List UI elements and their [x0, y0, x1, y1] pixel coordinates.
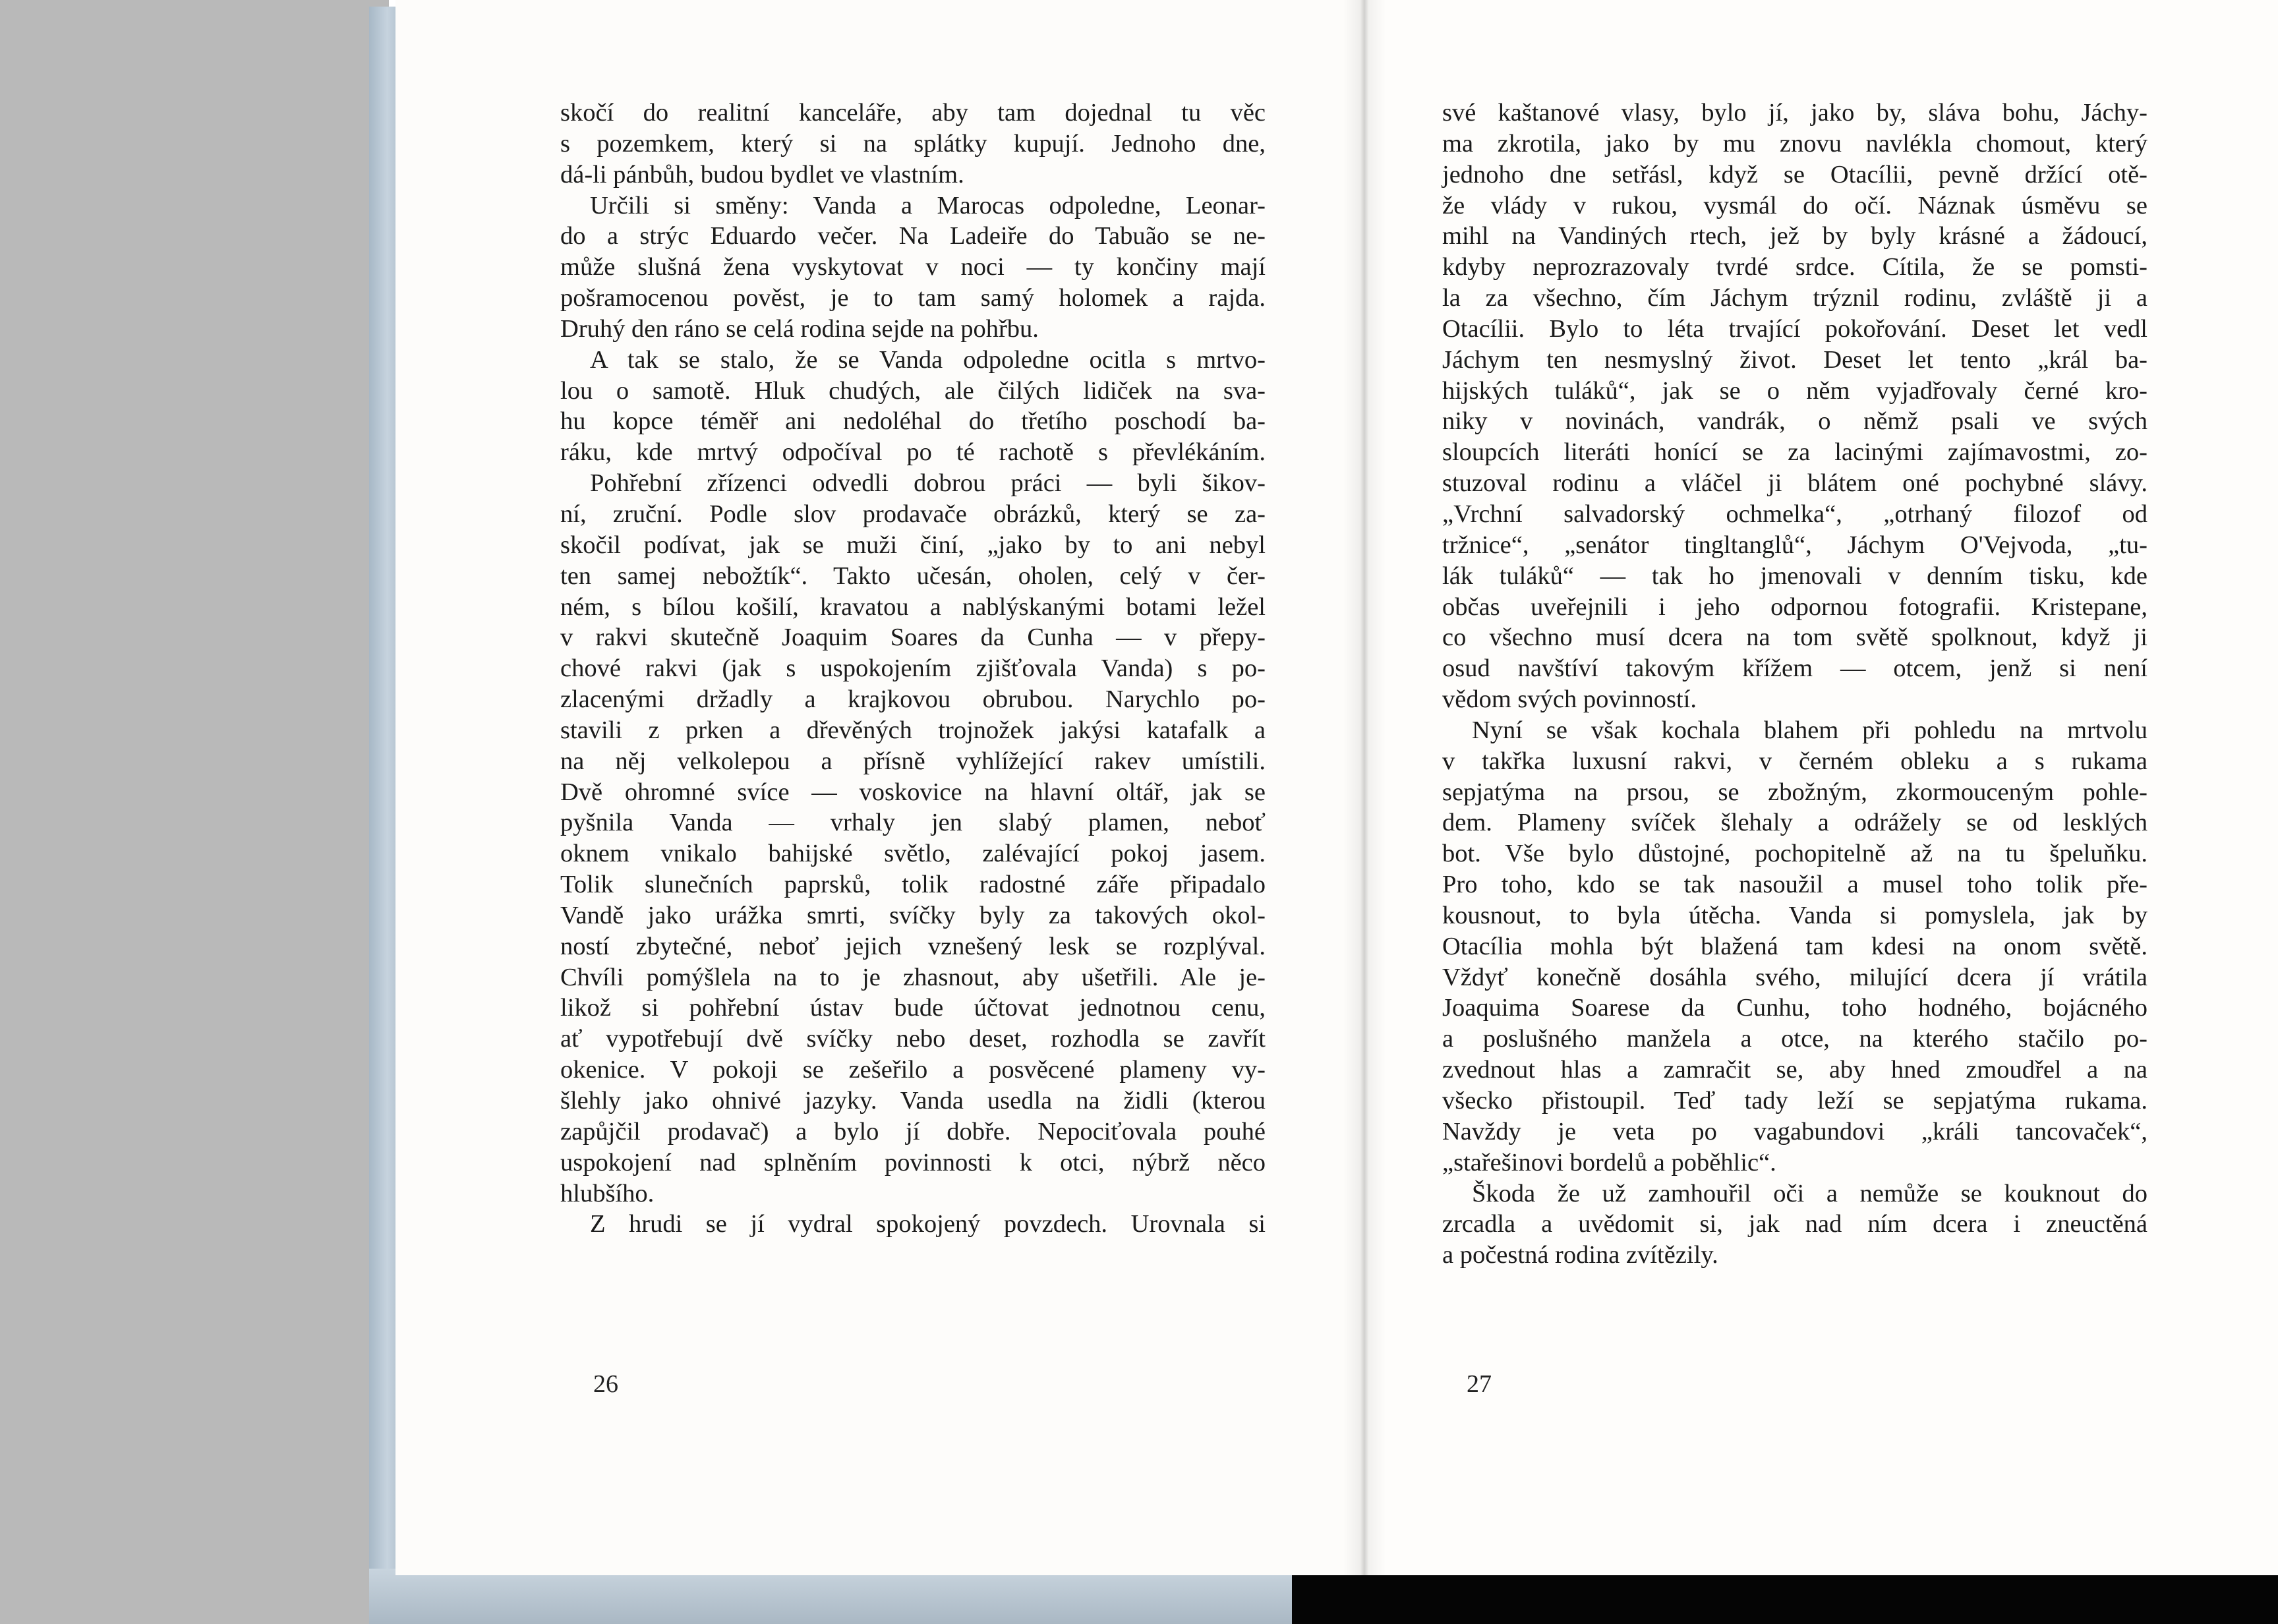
text-line: zapůjčil prodavač) a bylo jí dobře. Nepociťovala pouhé — [560, 1117, 1266, 1146]
left-page-text — [560, 98, 1266, 1240]
text-line: občas uveřejnili i jeho odpornou fotografii. Kristepane, — [1442, 593, 2147, 621]
text-line: s pozemkem, který si na splátky kupují. Jednoho dne, — [560, 129, 1266, 158]
text-line: pošramocenou pověst, je to tam samý holomek a rajda. — [560, 284, 1266, 312]
text-line: stavili z prken a dřevěných trojnožek jakýsi katafalk a — [560, 716, 1266, 744]
text-line: Otacílii. Bylo to léta trvající pokořování. Deset let vedl — [1442, 314, 2147, 343]
text-line: oknem vnikalo bahijské světlo, zalévající pokoj jasem. — [560, 840, 1266, 868]
text-line: okenice. V pokoji se zešeřilo a posvěcené plameny vy- — [560, 1056, 1266, 1084]
text-line: Druhý den ráno se celá rodina sejde na pohřbu. — [560, 314, 1039, 343]
text-line: sepjatýma na prsou, se zbožným, zkormouceným pohle- — [1442, 778, 2147, 806]
text-line: kdyby neprozrazovaly tvrdé srdce. Cítila, že se pomsti- — [1442, 253, 2147, 281]
text-line: uspokojení nad splněním povinnosti k otci, nýbrž něco — [560, 1148, 1266, 1176]
text-line: zrcadla a uvědomit si, jak nad ním dcera i zneuctěná — [1442, 1210, 2147, 1238]
text-line: do a strýc Eduardo večer. Na Ladeiře do Tabuão se ne- — [560, 222, 1266, 250]
text-line: dá-li pánbůh, budou bydlet ve vlastním. — [560, 160, 964, 188]
text-line: mihl na Vandiných rtech, jež by byly krásné a žádoucí, — [1442, 222, 2147, 250]
text-line: ní, zruční. Podle slov prodavače obrázků, který se za- — [560, 500, 1266, 528]
text-line: A tak se stalo, že se Vanda odpoledne ocitla s mrtvo- — [590, 345, 1266, 374]
text-line: Navždy je veta po vagabundovi „králi tancovaček“, — [1442, 1117, 2147, 1146]
text-line: skočil podívat, jak se muži činí, „jako by to ani nebyl — [560, 531, 1266, 559]
text-line: hu kopce téměř ani nedoléhal do třetího poschodí ba- — [560, 407, 1266, 436]
text-line: ráku, kde mrtvý odpočíval po té rachotě s převlékáním. — [560, 438, 1266, 467]
text-line: ností zbytečné, neboť jejich vznešený lesk se rozplýval. — [560, 932, 1266, 960]
text-line: la za všechno, čím Jáchym trýznil rodinu, zvláště ji a — [1442, 284, 2147, 312]
text-line: lou o samotě. Hluk chudých, ale čilých lidiček na sva- — [560, 376, 1266, 405]
text-line: skočí do realitní kanceláře, aby tam dojednal tu věc — [560, 99, 1266, 127]
text-line: hijských tuláků“, jak se o něm vyjadřovaly černé kro- — [1442, 376, 2147, 405]
text-line: své kaštanové vlasy, bylo jí, jako by, sláva bohu, Jáchy- — [1442, 99, 2147, 127]
text-line: Joaquima Soarese da Cunhu, toho hodného, bojácného — [1442, 994, 2147, 1022]
text-line: a poslušného manžela a otce, na kterého stačilo po- — [1442, 1025, 2147, 1053]
text-line: Otacília mohla být blažená tam kdesi na onom světě. — [1442, 932, 2147, 960]
text-line: kousnout, to byla útěcha. Vanda si pomyslela, jak by — [1442, 901, 2147, 929]
text-line: lák tuláků“ — tak ho jmenovali v denním tisku, kde — [1442, 562, 2147, 590]
right-page-text — [1442, 98, 2147, 1271]
text-line: Tolik slunečních paprsků, tolik radostné záře připadalo — [560, 871, 1266, 899]
text-line: ten samej nebožtík“. Takto učesán, oholen, celý v čer- — [560, 562, 1266, 590]
text-line: dem. Plameny svíček šlehaly a odrážely se od lesklých — [1442, 809, 2147, 837]
text-line: ma zkrotila, jako by mu znovu navlékla chomout, který — [1442, 129, 2147, 158]
text-line: v takřka luxusní rakvi, v černém obleku a s rukama — [1442, 747, 2147, 775]
text-line: vědom svých povinností. — [1442, 685, 1697, 714]
text-line: může slušná žena vyskytovat v noci — ty končiny mají — [560, 253, 1266, 281]
text-line: jednoho dne setřásl, když se Otacílii, pevně držící otě- — [1442, 160, 2147, 188]
text-line: Chvíli pomýšlela na to je zhasnout, aby ušetřili. Ale je- — [560, 963, 1266, 991]
scanner-background — [0, 0, 389, 1624]
text-line: šlehly jako ohnivé jazyky. Vanda usedla na židli (kterou — [560, 1087, 1266, 1115]
text-line: Pro toho, kdo se tak nasoužil a musel toho tolik pře- — [1442, 871, 2147, 899]
book-gutter — [1343, 0, 1386, 1575]
text-line: pyšnila Vanda — vrhaly jen slabý plamen, neboť — [560, 809, 1266, 837]
text-line: na něj velkolepou a přísně vyhlížející rakev umístili. — [560, 747, 1266, 775]
text-line: Vždyť konečně dosáhla svého, milující dcera jí vrátila — [1442, 963, 2147, 991]
text-line: likož si pohřební ústav bude účtovat jednotnou cenu, — [560, 994, 1266, 1022]
text-line: Vandě jako urážka smrti, svíčky byly za takových okol- — [560, 901, 1266, 929]
text-line: sloupcích literáti honící se za lacinými zajímavostmi, zo- — [1442, 438, 2147, 467]
text-line: niky v novinách, vandrák, o němž psali ve svých — [1442, 407, 2147, 436]
text-line: chové rakvi (jak s uspokojením zjišťovala Vanda) s po- — [560, 654, 1266, 683]
text-line: co všechno musí dcera na tom světě spolknout, když ji — [1442, 624, 2147, 652]
text-line: ném, s bílou košilí, kravatou a nablýskanými botami ležel — [560, 593, 1266, 621]
text-line: všecko přistoupil. Teď tady leží se sepjatýma rukama. — [1442, 1087, 2147, 1115]
page-number-right: 27 — [1467, 1370, 1492, 1398]
text-line: Jáchym ten nesmyslný život. Deset let tento „král ba- — [1442, 345, 2147, 374]
text-line: Nyní se však kochala blahem při pohledu na mrtvolu — [1472, 716, 2147, 744]
text-line: bot. Vše bylo důstojné, pochopitelně až na tu špeluňku. — [1442, 840, 2147, 868]
text-line: „Vrchní salvadorský ochmelka“, „otrhaný filozof od — [1442, 500, 2147, 528]
text-line: osud navštíví takovým křížem — otcem, jenž si není — [1442, 654, 2147, 683]
text-line: že vlády v rukou, vysmál do očí. Náznak úsměvu se — [1442, 191, 2147, 219]
text-line: Dvě ohromné svíce — voskovice na hlavní oltář, jak se — [560, 778, 1266, 806]
text-line: ať vypotřebují dvě svíčky nebo deset, rozhodla se zavřít — [560, 1025, 1266, 1053]
page-number-left: 26 — [593, 1370, 618, 1398]
text-line: zlacenými držadly a krajkovou obrubou. Narychlo po- — [560, 685, 1266, 714]
text-line: v rakvi skutečně Joaquim Soares da Cunha — v přepy- — [560, 624, 1266, 652]
text-line: hlubšího. — [560, 1179, 655, 1207]
text-line: a počestná rodina zvítězily. — [1442, 1241, 1718, 1269]
text-line: Určili si směny: Vanda a Marocas odpoledne, Leonar- — [590, 191, 1266, 219]
book-cover-bottom — [369, 1569, 1305, 1624]
text-line: Pohřební zřízenci odvedli dobrou práci — byli šikov- — [590, 469, 1266, 498]
text-line: Z hrudi se jí vydral spokojený povzdech. Urovnala si — [590, 1210, 1266, 1238]
text-line: stuzoval rodinu a vláčel ji blátem oné pochybné slávy. — [1442, 469, 2147, 498]
text-line: „stařešinovi bordelů a poběhlic“. — [1442, 1148, 1776, 1176]
text-line: tržnice“, „senátor tingltanglů“, Jáchym O'Vejvoda, „tu- — [1442, 531, 2147, 559]
text-line: zvednout hlas a zamračit se, aby hned zmoudřel a na — [1442, 1056, 2147, 1084]
text-line: Škoda že už zamhouřil oči a nemůže se kouknout do — [1472, 1179, 2147, 1207]
